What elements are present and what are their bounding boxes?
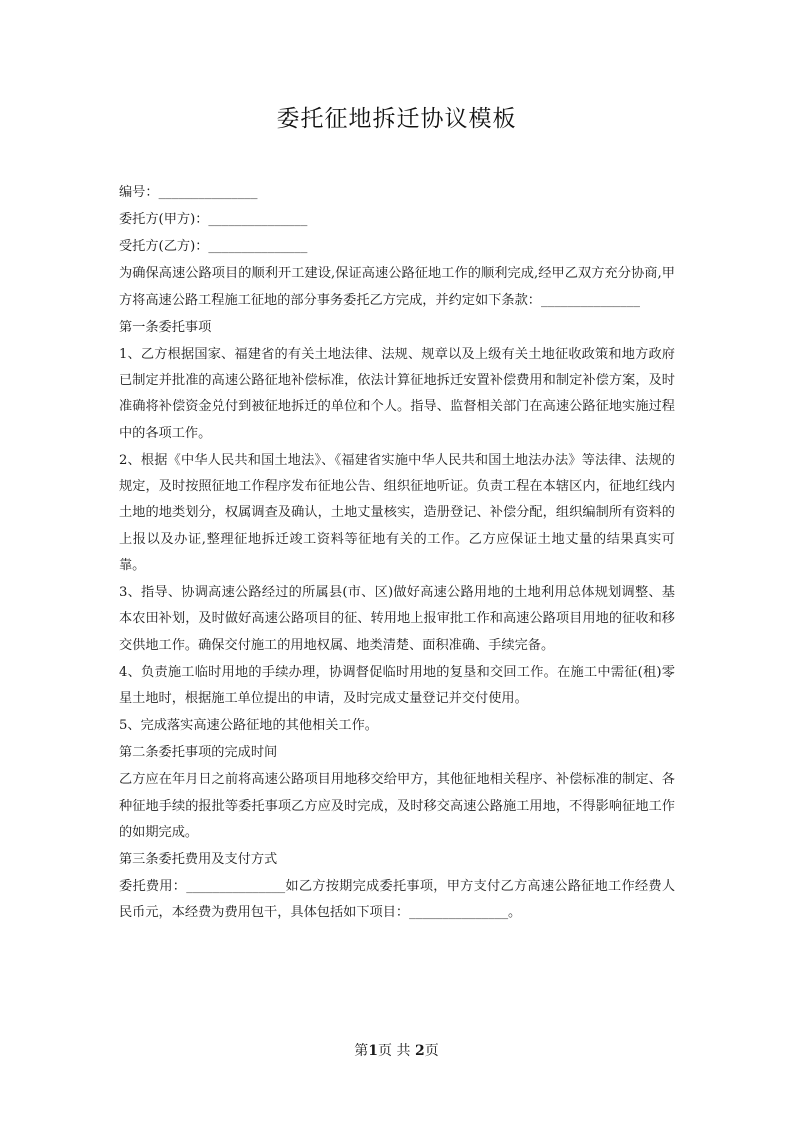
article1-item: 1、乙方根据国家、福建省的有关土地法律、法规、规章以及上级有关土地征收政策和地方政府已制定并批准的高速公路征地补偿标准，依法计算征地拆迁安置补偿费用和制定补偿方案，及时准确将补偿资金兑付到被征地拆迁的单位和个人。指导、监督相关部门在高速公路征地实施过程中的各项工作。 xyxy=(119,346,675,441)
footer-suffix: 页 xyxy=(424,1043,439,1059)
document-body xyxy=(119,180,675,927)
intro-blank: _______________ xyxy=(541,292,640,308)
article2-text: 乙方应在年月日之前将高速公路项目用地移交给甲方，其他征地相关程序、补偿标准的制定、各种征地手续的报批等委托事项乙方应及时完成，及时移交高速公路施工用地，不得影响征地工作的如期完成。 xyxy=(119,772,675,840)
footer-mid: 页 共 xyxy=(378,1043,415,1059)
footer-page-number: 1 xyxy=(368,1043,379,1059)
article1-item: 5、完成落实高速公路征地的其他相关工作。 xyxy=(119,718,378,734)
footer-total-pages: 2 xyxy=(414,1043,425,1059)
article1-heading: 第一条委托事项 xyxy=(119,319,212,335)
fee-blank: _______________ xyxy=(186,879,286,895)
intro-paragraph xyxy=(119,261,675,314)
article3-fee xyxy=(119,874,675,927)
article1-item: 4、负责施工临时用地的手续办理，协调督促临时用地的复垦和交回工作。在施工中需征(租)零星土地时，根据施工单位提出的申请，及时完成丈量登记并交付使用。 xyxy=(119,664,675,707)
article2-heading: 第二条委托事项的完成时间 xyxy=(119,745,278,761)
field-number-blank: _______________ xyxy=(158,185,258,200)
footer-prefix: 第 xyxy=(354,1043,369,1059)
article1-item: 2、根据《中华人民共和国土地法》、《福建省实施中华人民共和国土地法办法》等法律、法规的规定，及时按照征地工作程序发布征地公告、组织征地听证。负责工程在本辖区内，征地红线内土地的地类划分，权属调查及确认，土地丈量核实，造册登记、补偿分配，组织编制所有资料的上报以及办证,整理征地拆迁竣工资料等征地有关的工作。乙方应保证土地丈量的结果真实可靠。 xyxy=(119,452,675,573)
field-client-blank: _______________ xyxy=(208,212,308,228)
article3-heading: 第三条委托费用及支付方式 xyxy=(119,851,278,867)
document-title: 委托征地拆迁协议模板 xyxy=(276,106,517,132)
article1-item: 3、指导、协调高速公路经过的所属县(市、区)做好高速公路用地的土地利用总体规划调整、基本农田补划，及时做好高速公路项目的征、转用地上报审批工作和高速公路项目用地的征收和移交供地工作。确保交付施工的用地权属、地类清楚、面积准确、手续完备。 xyxy=(119,585,675,653)
fee-label: 委托费用： xyxy=(119,879,187,895)
field-agent-blank: _______________ xyxy=(208,239,308,255)
intro-text: 为确保高速公路项目的顺利开工建设,保证高速公路征地工作的顺利完成,经甲乙双方充分协商,甲方将高速公路工程施工征地的部分事务委托乙方完成，并约定如下条款： xyxy=(119,266,675,308)
fee-text: 如乙方按期完成委托事项，甲方支付乙方高速公路征地工作经费人民币元，本经费为费用包干，具体包括如下项目： xyxy=(119,879,676,921)
field-client xyxy=(119,207,675,233)
field-number-label: 编号： xyxy=(119,185,159,200)
fee-items-blank: _______________ xyxy=(409,905,509,921)
fee-end: 。 xyxy=(508,905,522,921)
field-number xyxy=(119,180,675,206)
field-agent-label: 受托方(乙方)： xyxy=(119,239,209,255)
page-footer xyxy=(0,1040,793,1060)
field-agent xyxy=(119,234,675,260)
field-client-label: 委托方(甲方)： xyxy=(119,212,209,228)
